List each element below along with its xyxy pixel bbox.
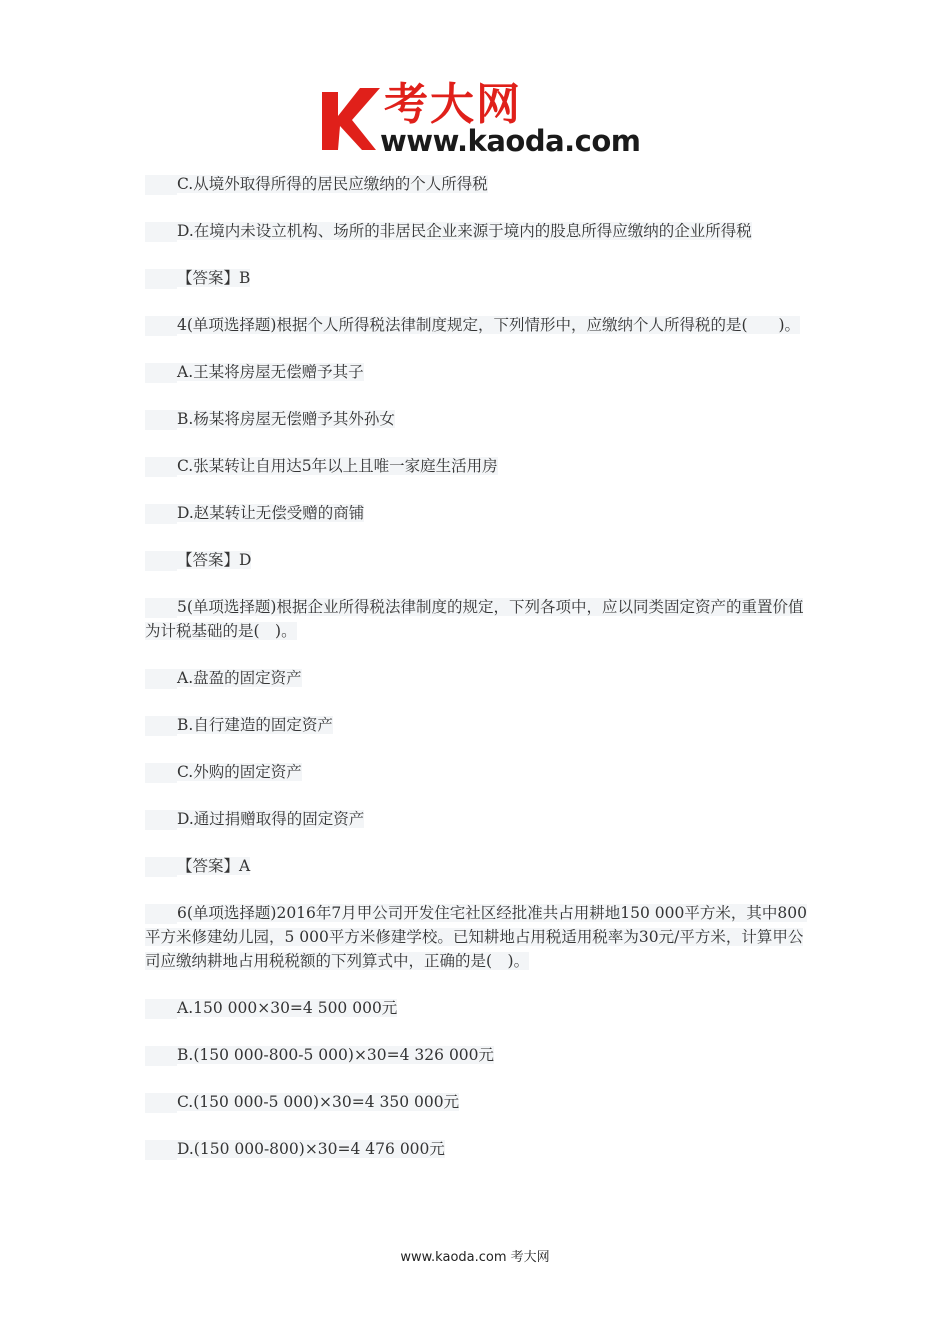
- paragraph: [145, 360, 810, 384]
- indent-space: [145, 175, 177, 195]
- paragraph-text: 5(单项选择题)根据企业所得税法律制度的规定，下列各项中，应以同类固定资产的重置价值为计税基础的是( )。: [145, 598, 804, 640]
- indent-space: [145, 716, 177, 736]
- paragraph: [145, 501, 810, 525]
- paragraph: [145, 1137, 810, 1161]
- indent-space: [145, 316, 177, 336]
- paragraph: [145, 1043, 810, 1067]
- paragraph: [145, 807, 810, 831]
- paragraph-text: C.张某转让自用达5年以上且唯一家庭生活用房: [177, 457, 498, 475]
- indent-space: [145, 504, 177, 524]
- indent-space: [145, 857, 177, 877]
- paragraph-text: B.(150 000-800-5 000)×30=4 326 000元: [177, 1046, 495, 1064]
- paragraph-text: C.外购的固定资产: [177, 763, 302, 781]
- paragraph: [145, 1090, 810, 1114]
- paragraph-text: D.通过捐赠取得的固定资产: [177, 810, 365, 828]
- paragraph-text: C.(150 000-5 000)×30=4 350 000元: [177, 1093, 460, 1111]
- paragraph-text: 【答案】A: [177, 857, 251, 875]
- paragraph: [145, 713, 810, 737]
- paragraph: [145, 548, 810, 572]
- logo-chinese-name: 考大网: [384, 79, 522, 130]
- indent-space: [145, 457, 177, 477]
- paragraph: [145, 407, 810, 431]
- indent-space: [145, 410, 177, 430]
- indent-space: [145, 904, 177, 924]
- paragraph-text: 【答案】B: [177, 269, 251, 287]
- page-footer: www.kaoda.com 考大网: [400, 1250, 550, 1265]
- indent-space: [145, 363, 177, 383]
- paragraph: [145, 854, 810, 878]
- paragraph: [145, 901, 810, 973]
- paragraph-text: C.从境外取得所得的居民应缴纳的个人所得税: [177, 175, 488, 193]
- logo-url: www.kaoda.com: [380, 124, 641, 158]
- paragraph: [145, 219, 810, 243]
- indent-space: [145, 1046, 177, 1066]
- indent-space: [145, 669, 177, 689]
- indent-space: [145, 763, 177, 783]
- indent-space: [145, 1140, 177, 1160]
- paragraph-text: A.盘盈的固定资产: [177, 669, 302, 687]
- paragraph: [145, 666, 810, 690]
- indent-space: [145, 598, 177, 618]
- paragraph-text: D.(150 000-800)×30=4 476 000元: [177, 1140, 445, 1158]
- paragraph-text: A.王某将房屋无偿赠予其子: [177, 363, 364, 381]
- paragraph: [145, 454, 810, 478]
- indent-space: [145, 269, 177, 289]
- document-body: [145, 172, 810, 1161]
- paragraph-text: B.自行建造的固定资产: [177, 716, 333, 734]
- paragraph-text: B.杨某将房屋无偿赠予其外孙女: [177, 410, 395, 428]
- paragraph-text: A.150 000×30=4 500 000元: [177, 999, 398, 1017]
- indent-space: [145, 810, 177, 830]
- paragraph-text: 4(单项选择题)根据个人所得税法律制度规定，下列情形中，应缴纳个人所得税的是( )。: [177, 316, 801, 334]
- indent-space: [145, 999, 177, 1019]
- paragraph: [145, 313, 810, 337]
- kaoda-logo: [318, 80, 648, 160]
- k-logo-icon: [318, 80, 384, 160]
- paragraph: [145, 996, 810, 1020]
- paragraph: [145, 266, 810, 290]
- paragraph-text: 【答案】D: [177, 551, 252, 569]
- paragraph: [145, 172, 810, 196]
- indent-space: [145, 551, 177, 571]
- paragraph: [145, 595, 810, 643]
- paragraph-text: D.在境内未设立机构、场所的非居民企业来源于境内的股息所得应缴纳的企业所得税: [177, 222, 752, 240]
- paragraph-text: D.赵某转让无偿受赠的商铺: [177, 504, 365, 522]
- indent-space: [145, 222, 177, 242]
- paragraph: [145, 760, 810, 784]
- paragraph-text: 6(单项选择题)2016年7月甲公司开发住宅社区经批准共占用耕地150 000平方米，其中800平方米修建幼儿园，5 000平方米修建学校。已知耕地占用税适用税率为30元/平方米，计算甲公司应缴纳耕地占用税税额的下列算式中，正确的是( )。: [145, 904, 807, 970]
- indent-space: [145, 1093, 177, 1113]
